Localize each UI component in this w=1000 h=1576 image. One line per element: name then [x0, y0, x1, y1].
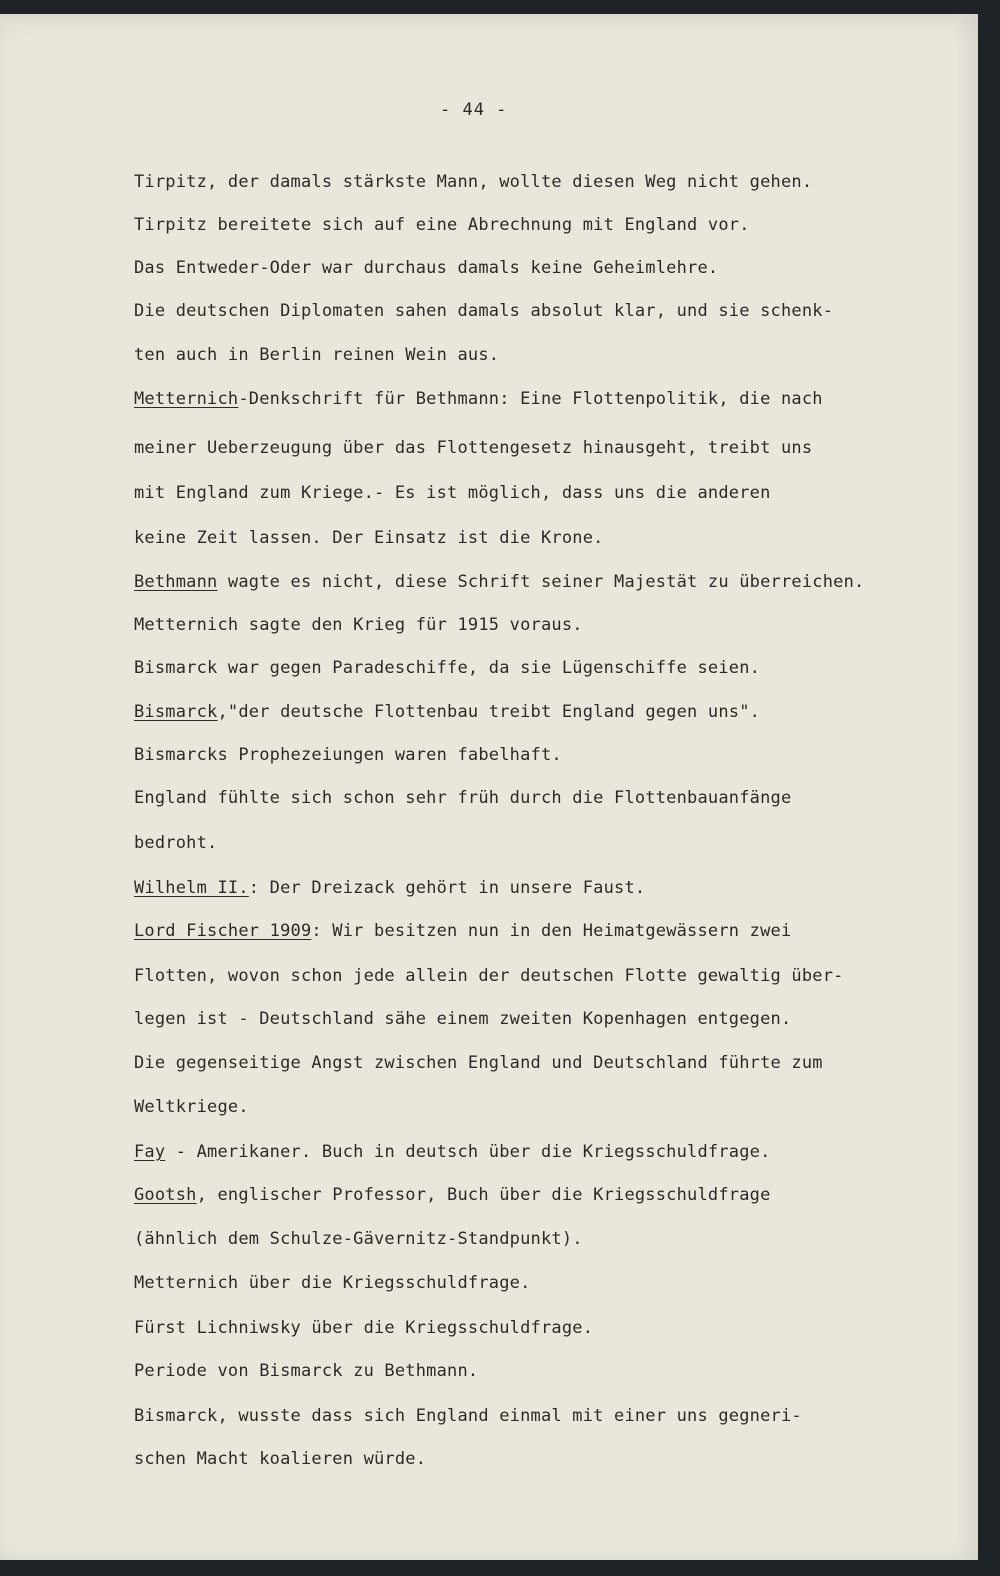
text-line — [134, 572, 864, 592]
text-line — [134, 615, 583, 635]
text-line — [134, 702, 760, 722]
text-line — [134, 1318, 593, 1338]
text-run: bedroht. — [134, 833, 218, 853]
underlined-name: Bismarck — [134, 702, 218, 722]
text-run: Bismarck, wusste dass sich England einmal mit einer uns gegneri- — [134, 1406, 802, 1426]
text-run: : Wir besitzen nun in den Heimatgewässern zwei — [311, 921, 792, 941]
text-run: England fühlte sich schon sehr früh durch die Flottenbauanfänge — [134, 788, 792, 808]
text-run: ten auch in Berlin reinen Wein aus. — [134, 345, 500, 365]
text-run: Bismarck war gegen Paradeschiffe, da sie Lügenschiffe seien. — [134, 658, 761, 678]
text-run: Die deutschen Diplomaten sahen damals absolut klar, und sie schenk- — [134, 301, 834, 321]
text-line — [134, 483, 771, 503]
text-run: , englischer Professor, Buch über die Kriegsschuldfrage — [196, 1185, 771, 1205]
text-line — [134, 528, 604, 548]
text-line — [134, 1449, 426, 1469]
text-run: Periode von Bismarck zu Bethmann. — [134, 1361, 479, 1381]
text-line — [134, 438, 812, 458]
text-line — [134, 1185, 771, 1205]
text-run: legen ist - Deutschland sähe einem zweiten Kopenhagen entgegen. — [134, 1009, 792, 1029]
text-line — [134, 1009, 791, 1029]
document-page — [0, 14, 978, 1560]
text-line — [134, 1142, 771, 1162]
text-run: -Denkschrift für Bethmann: Eine Flottenpolitik, die nach — [238, 389, 823, 409]
text-run: schen Macht koalieren würde. — [134, 1449, 427, 1469]
text-line — [134, 658, 760, 678]
text-run: : Der Dreizack gehört in unsere Faust. — [248, 878, 646, 898]
text-run: Fürst Lichniwsky über die Kriegsschuldfrage. — [134, 1318, 594, 1338]
text-line — [134, 921, 791, 941]
text-run: wagte es nicht, diese Schrift seiner Majestät zu überreichen. — [217, 572, 865, 592]
underlined-name: Gootsh — [134, 1185, 197, 1205]
text-run: (ähnlich dem Schulze-Gävernitz-Standpunkt). — [134, 1229, 583, 1249]
text-line — [134, 1053, 823, 1073]
text-run: Bismarcks Prophezeiungen waren fabelhaft. — [134, 745, 562, 765]
text-run: Tirpitz bereitete sich auf eine Abrechnung mit England vor. — [134, 215, 750, 235]
text-line — [134, 301, 833, 321]
text-line — [134, 1229, 583, 1249]
text-run: meiner Ueberzeugung über das Flottengesetz hinausgeht, treibt uns — [134, 438, 813, 458]
underlined-name: Bethmann — [134, 572, 218, 592]
text-line — [134, 258, 718, 278]
text-run: keine Zeit lassen. Der Einsatz ist die Krone. — [134, 528, 604, 548]
text-line — [134, 833, 217, 853]
text-run: - Amerikaner. Buch in deutsch über die Kriegsschuldfrage. — [165, 1142, 771, 1162]
text-line — [134, 966, 844, 986]
text-run: Flotten, wovon schon jede allein der deutschen Flotte gewaltig über- — [134, 966, 844, 986]
text-run: mit England zum Kriege.- Es ist möglich, dass uns die anderen — [134, 483, 771, 503]
text-line — [134, 1406, 802, 1426]
text-line — [134, 788, 791, 808]
text-run: ,"der deutsche Flottenbau treibt England gegen uns". — [217, 702, 761, 722]
text-run: Metternich über die Kriegsschuldfrage. — [134, 1273, 531, 1293]
text-run: Das Entweder-Oder war durchaus damals keine Geheimlehre. — [134, 258, 719, 278]
text-line — [134, 1273, 531, 1293]
text-line — [134, 172, 812, 192]
text-run: Weltkriege. — [134, 1097, 249, 1117]
text-run: Die gegenseitige Angst zwischen England und Deutschland führte zum — [134, 1053, 823, 1073]
text-run: Tirpitz, der damals stärkste Mann, wollte diesen Weg nicht gehen. — [134, 172, 813, 192]
text-line — [134, 345, 499, 365]
underlined-name: Lord Fischer 1909 — [134, 921, 312, 941]
text-line — [134, 215, 750, 235]
underlined-name: Fay — [134, 1142, 166, 1162]
text-line — [134, 389, 823, 409]
text-line — [134, 745, 562, 765]
text-line — [134, 1097, 249, 1117]
page-number: - 44 - — [440, 100, 508, 120]
text-line — [134, 878, 645, 898]
text-line — [134, 1361, 478, 1381]
text-run: Metternich sagte den Krieg für 1915 voraus. — [134, 615, 583, 635]
underlined-name: Wilhelm II. — [134, 878, 249, 898]
underlined-name: Metternich — [134, 389, 239, 409]
